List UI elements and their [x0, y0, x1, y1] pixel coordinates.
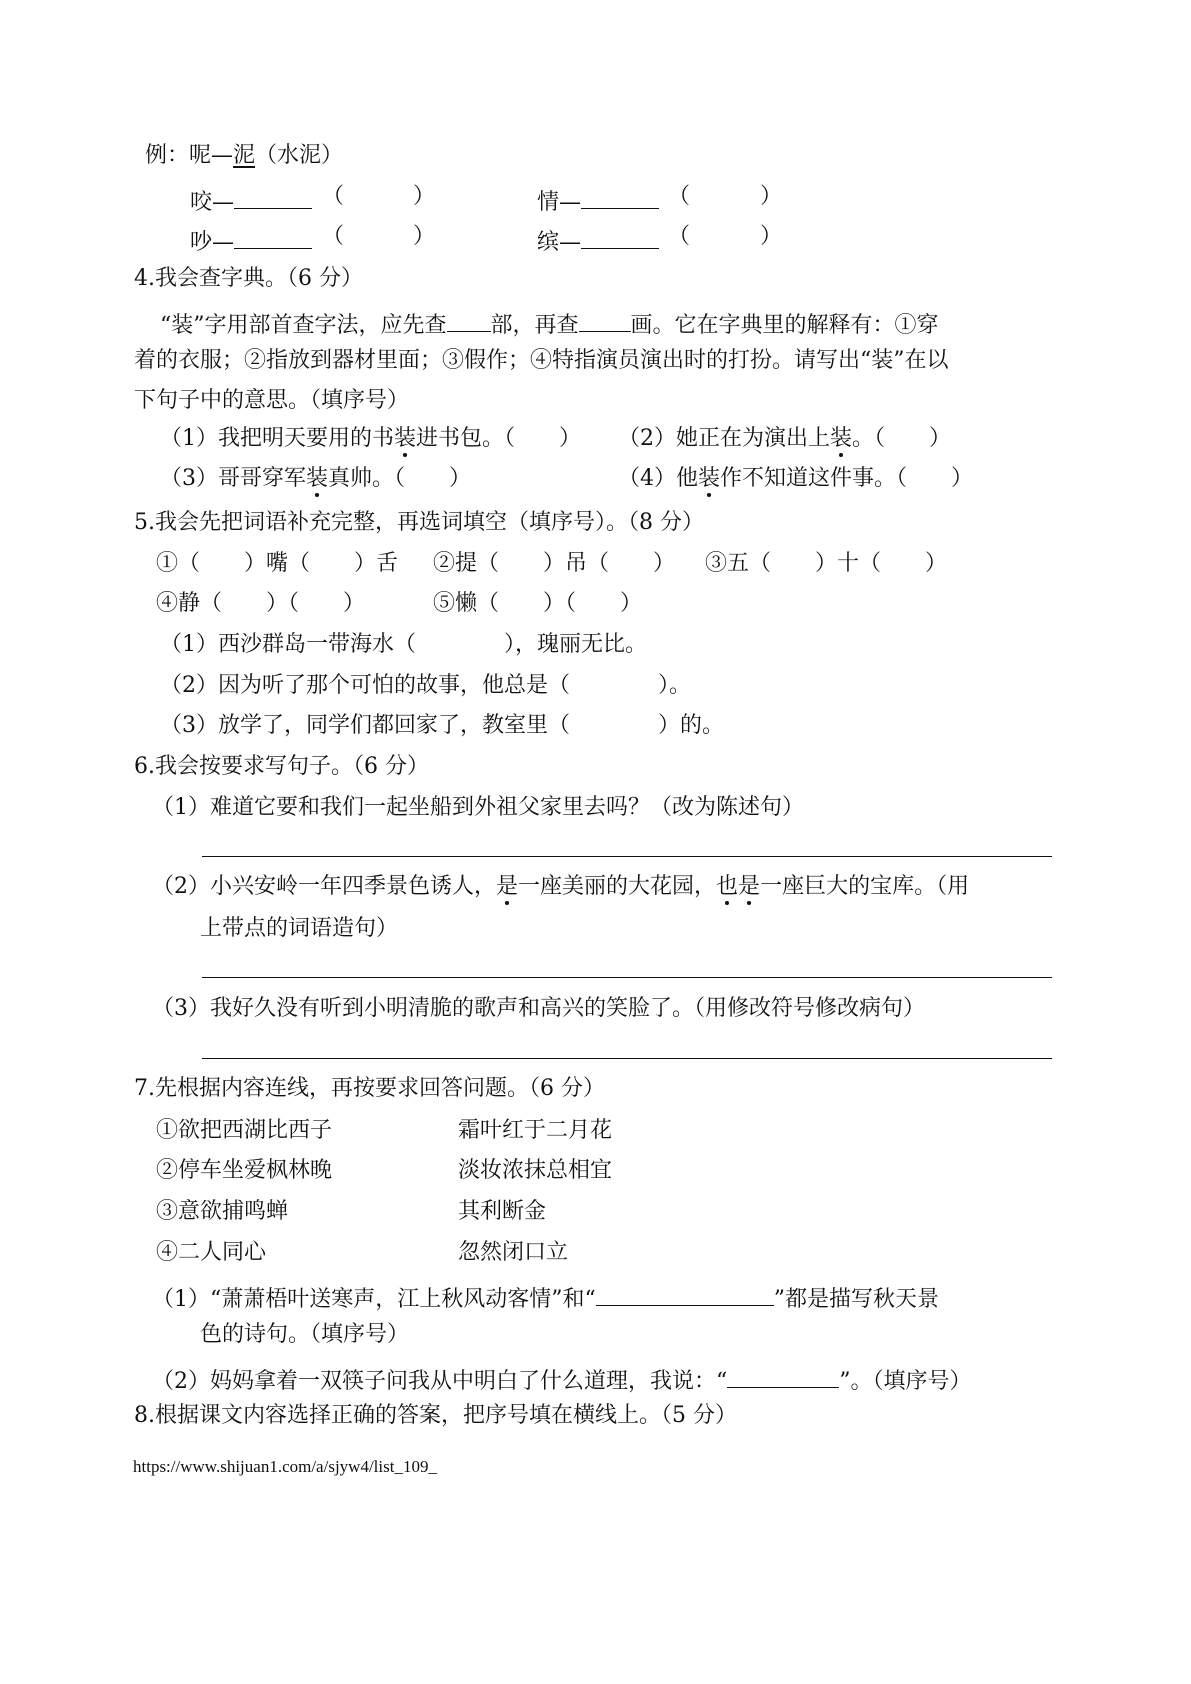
q7-question-2: （2）妈妈拿着一双筷子问我从中明白了什么道理，我说：“ ”。（填序号）	[152, 1365, 972, 1393]
q7-left-3[interactable]: ③意欲捕鸣蝉	[156, 1199, 289, 1224]
example-row-2-right: 缤—	[537, 226, 659, 254]
q6-item-1: （1）难道它要和我们一起坐船到外祖父家里去吗？（改为陈述句）	[152, 795, 804, 820]
paren-close: ）	[413, 184, 436, 209]
q7-right-3[interactable]: 其利断金	[458, 1199, 547, 1224]
question-7-title: 7.先根据内容连线，再按要求回答问题。（6 分）	[134, 1076, 605, 1101]
q4-sentence-3: （3）哥哥穿军装真帅。（ ）	[160, 466, 472, 491]
fill-blank[interactable]	[596, 1283, 774, 1306]
dotted-char: 装	[830, 426, 853, 451]
q5-word-3: ③五（ ）十（ ）	[705, 551, 948, 576]
fill-blank[interactable]	[579, 309, 631, 332]
footer-url[interactable]: https://www.shijuan1.com/a/sjyw4/list_109_	[133, 1457, 437, 1476]
q6-item-2: （2）小兴安岭一年四季景色诱人，是一座美丽的大花园，也是一座巨大的宝库。（用	[152, 874, 970, 899]
q4-paragraph-3: 下句子中的意思。（填序号）	[134, 388, 410, 413]
example-line: 例：呢—泥（水泥）	[145, 143, 344, 168]
paren-close: ）	[760, 184, 783, 209]
fill-blank[interactable]	[234, 186, 312, 209]
q5-sentence-1: （1）西沙群岛一带海水（ ），瑰丽无比。	[160, 632, 647, 657]
dotted-char: 装	[306, 466, 329, 491]
answer-line[interactable]	[202, 977, 1052, 978]
q7-question-1: （1）“萧萧梧叶送寒声，江上秋风动客情”和“ ”都是描写秋天景	[152, 1283, 939, 1311]
dotted-word: 也是	[716, 874, 761, 899]
question-5-title: 5.我会先把词语补充完整，再选词填空（填序号）。（8 分）	[134, 510, 704, 535]
question-8-title: 8.根据课文内容选择正确的答案，把序号填在横线上。（5 分）	[134, 1403, 737, 1428]
q5-sentence-2: （2）因为听了那个可怕的故事，他总是（ ）。	[160, 673, 691, 698]
example-char: 泥	[233, 143, 256, 168]
paren-open: （	[322, 224, 345, 249]
q5-word-1: ①（ ）嘴（ ）舌	[156, 551, 399, 576]
answer-line[interactable]	[202, 1058, 1052, 1059]
q7-left-2[interactable]: ②停车坐爱枫林晚	[156, 1158, 333, 1183]
dotted-char: 装	[698, 466, 721, 491]
answer-line[interactable]	[202, 856, 1052, 857]
q5-sentence-3: （3）放学了，同学们都回家了，教室里（ ）的。	[160, 713, 724, 738]
q7-right-2[interactable]: 淡妆浓抹总相宜	[458, 1158, 613, 1183]
q7-question-1-cont: 色的诗句。（填序号）	[200, 1322, 410, 1347]
fill-blank[interactable]	[234, 226, 312, 249]
dotted-char: 装	[394, 426, 417, 451]
q7-left-1[interactable]: ①欲把西湖比西子	[156, 1118, 333, 1143]
q6-item-3: （3）我好久没有听到小明清脆的歌声和高兴的笑脸了。（用修改符号修改病句）	[152, 996, 925, 1021]
q4-sentence-1: （1）我把明天要用的书装进书包。（ ）	[160, 426, 582, 451]
q5-word-2: ②提（ ）吊（ ）	[433, 551, 676, 576]
fill-blank[interactable]	[727, 1365, 839, 1388]
q6-item-2-cont: 上带点的词语造句）	[200, 916, 399, 941]
q7-left-4[interactable]: ④二人同心	[156, 1240, 267, 1265]
example-row-1-left: 咬—	[190, 186, 312, 214]
q4-paragraph-2: 着的衣服；②指放到器材里面；③假作；④特指演员演出时的打扮。请写出“装”在以	[134, 348, 949, 373]
paren-close: ）	[413, 224, 436, 249]
q7-right-1[interactable]: 霜叶红于二月花	[458, 1118, 613, 1143]
question-4-title: 4.我会查字典。（6 分）	[134, 266, 363, 291]
q4-paragraph-1: “装”字用部首查字法，应先查 部，再查 画。它在字典里的解释有：①穿	[160, 309, 939, 337]
q5-word-4: ④静（ ）（ ）	[156, 591, 366, 616]
q7-right-4[interactable]: 忽然闭口立	[458, 1240, 569, 1265]
paren-open: （	[322, 184, 345, 209]
dotted-char: 是	[496, 874, 519, 899]
question-6-title: 6.我会按要求写句子。（6 分）	[134, 754, 429, 779]
paren-open: （	[668, 184, 691, 209]
paren-open: （	[668, 224, 691, 249]
q4-sentence-2: （2）她正在为演出上装。（ ）	[618, 426, 952, 451]
example-row-1-right: 情—	[537, 186, 659, 214]
fill-blank[interactable]	[581, 186, 659, 209]
fill-blank[interactable]	[447, 309, 491, 332]
paren-close: ）	[760, 224, 783, 249]
example-row-2-left: 吵—	[190, 226, 312, 254]
q4-sentence-4: （4）他装作不知道这件事。（ ）	[618, 466, 974, 491]
fill-blank[interactable]	[581, 226, 659, 249]
q5-word-5: ⑤懒（ ）（ ）	[433, 591, 643, 616]
